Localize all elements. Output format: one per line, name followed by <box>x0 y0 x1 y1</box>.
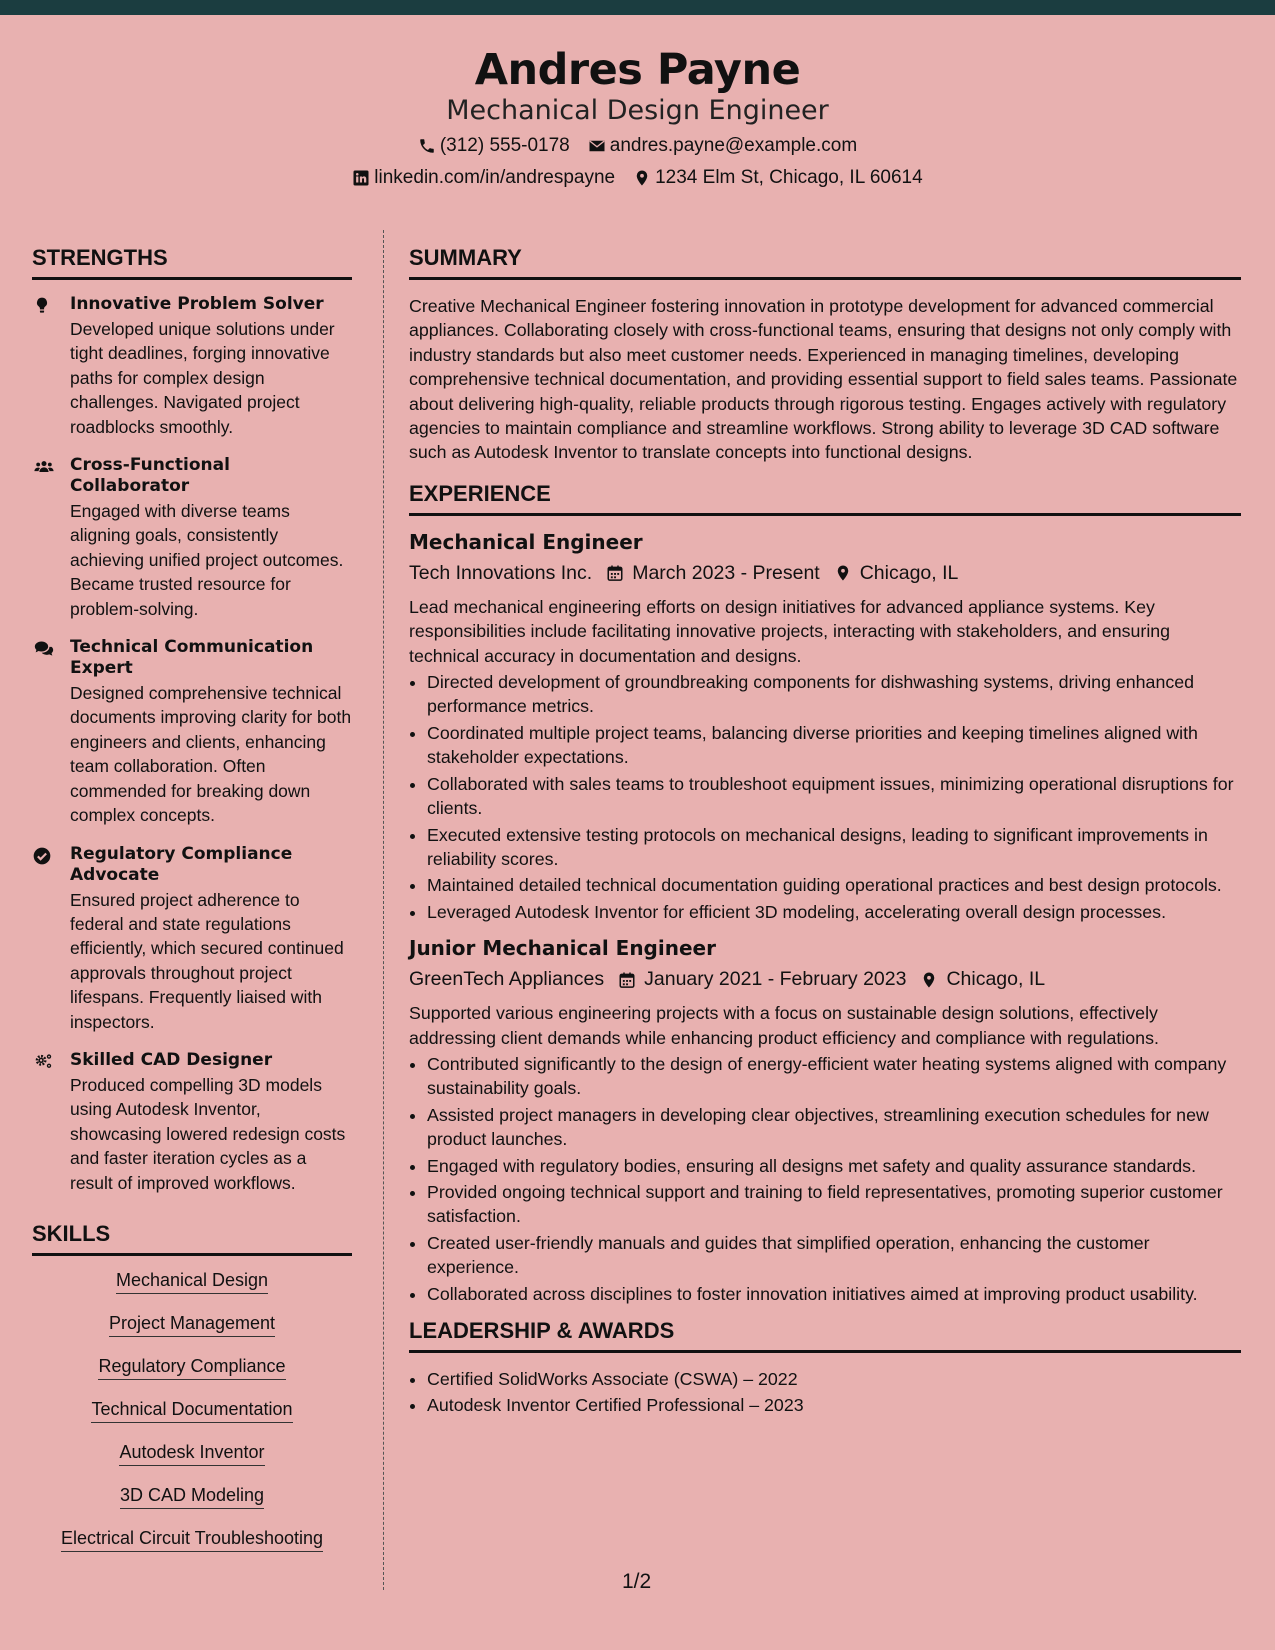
job-location: Chicago, IL <box>859 561 959 584</box>
strength-item <box>32 294 352 439</box>
top-accent-bar <box>0 0 1275 15</box>
strength-title: Skilled CAD Designer <box>70 1049 273 1070</box>
award-item: • Autodesk Inventor Certified Professional – 2023 <box>427 1393 1241 1417</box>
skill-tag: 3D CAD Modeling <box>120 1485 264 1509</box>
page-number: 1/2 <box>622 1570 652 1593</box>
strength-title: Innovative Problem Solver <box>70 294 324 314</box>
job-bullet: • Maintained detailed technical documentation guiding operational practices and best design protocols. <box>427 873 1241 897</box>
skills-list <box>32 1270 352 1571</box>
experience-heading: EXPERIENCE <box>409 481 1241 516</box>
strength-item <box>32 1050 352 1195</box>
summary-text: Creative Mechanical Engineer fostering innovation in prototype development for advanced commercial appliances. Collaborating closely with cross-functional teams, ensuring that designs not only comply with industry standards but also meet customer needs. Experienced in managing timelines, developing comprehensive technical documentation, and providing essential support to field sales teams. Passionate about delivering high-quality, reliable products through rigorous testing. Engages actively with regulatory agencies to maintain compliance and streamline workflows. Strong ability to leverage 3D CAD software such as Autodesk Inventor to translate concepts into functional designs. <box>409 296 1238 463</box>
skill-tag: Electrical Circuit Troubleshooting <box>61 1528 323 1552</box>
comments-icon <box>32 639 56 659</box>
skills-heading: SKILLS <box>32 1221 352 1256</box>
job-bullet: • Coordinated multiple project teams, balancing diverse priorities and keeping timelines aligned with stakeholder expectations. <box>427 721 1241 770</box>
job-company: GreenTech Appliances <box>409 968 605 991</box>
location-pin-icon <box>633 169 651 187</box>
job-title: Junior Mechanical Engineer <box>409 936 716 961</box>
address-text: 1234 Elm St, Chicago, IL 60614 <box>655 167 923 188</box>
job-dates: January 2021 - February 2023 <box>644 968 907 991</box>
strength-item <box>32 455 352 621</box>
calendar-icon <box>606 564 624 582</box>
left-column <box>32 245 352 1571</box>
skill-tag: Regulatory Compliance <box>98 1356 285 1380</box>
strength-desc: Developed unique solutions under tight deadlines, forging innovative paths for complex design challenges. Navigated project roadblocks smoothly. <box>70 319 335 437</box>
skill-tag: Mechanical Design <box>116 1270 268 1294</box>
job-bullet: • Collaborated across disciplines to foster innovation initiatives aimed at improving product usability. <box>427 1282 1241 1306</box>
strength-desc: Engaged with diverse teams aligning goals, consistently achieving unified project outcomes. Became trusted resource for problem-solving. <box>70 501 344 619</box>
awards-list <box>409 1367 1241 1418</box>
job-bullet: • Created user-friendly manuals and guides that simplified operation, enhancing the customer experience. <box>427 1231 1241 1280</box>
location-pin-icon <box>834 564 852 582</box>
strength-desc: Designed comprehensive technical documents improving clarity for both engineers and clients, enhancing team collaboration. Often commended for breaking down complex concepts. <box>70 683 352 826</box>
job-bullet: • Assisted project managers in developing clear objectives, streamlining execution schedules for new product launches. <box>427 1103 1241 1152</box>
job-title: Mechanical Engineer <box>409 529 643 554</box>
column-divider <box>383 230 384 1590</box>
linkedin-contact[interactable] <box>352 167 615 189</box>
skill-tag: Autodesk Inventor <box>119 1442 264 1466</box>
job-bullet: • Executed extensive testing protocols on mechanical designs, leading to significant improvements in reliability scores. <box>427 823 1241 872</box>
lightbulb-icon <box>32 296 52 316</box>
strength-title: Technical Communication Expert <box>70 637 314 679</box>
calendar-icon <box>618 971 636 989</box>
phone-icon <box>418 137 436 155</box>
job-bullet: • Directed development of groundbreaking components for dishwashing systems, driving enhanced performance metrics. <box>427 670 1241 719</box>
award-item: • Certified SolidWorks Associate (CSWA) – 2022 <box>427 1367 1241 1391</box>
job-bullets <box>409 1052 1241 1306</box>
job-description: Supported various engineering projects with a focus on sustainable design solutions, effectively addressing client demands while enhancing product efficiency and compliance with regulations. <box>409 1003 1159 1048</box>
contact-row-2 <box>0 167 1275 189</box>
job-meta <box>409 562 1241 585</box>
summary-heading: SUMMARY <box>409 245 1241 280</box>
job-company: Tech Innovations Inc. <box>409 561 593 584</box>
strength-desc: Ensured project adherence to federal and state regulations efficiently, which secured continued approvals throughout project lifespans. Frequently liaised with inspectors. <box>70 889 344 1032</box>
email-text[interactable]: andres.payne@example.com <box>609 135 858 156</box>
strength-item <box>32 637 352 827</box>
skill-tag: Project Management <box>109 1313 275 1337</box>
job-dates: March 2023 - Present <box>632 561 820 584</box>
check-circle-icon <box>32 846 52 866</box>
users-icon <box>32 457 56 477</box>
envelope-icon <box>588 137 606 155</box>
job-bullet: • Engaged with regulatory bodies, ensuring all designs met safety and quality assurance standards. <box>427 1154 1241 1178</box>
location-pin-icon <box>920 971 938 989</box>
phone-contact <box>418 135 570 157</box>
job-entry <box>409 530 1241 924</box>
job-bullet: • Contributed significantly to the design of energy-efficient water heating systems aligned with company sustainability goals. <box>427 1052 1241 1101</box>
job-bullet: • Collaborated with sales teams to troubleshoot equipment issues, minimizing operational disruptions for clients. <box>427 772 1241 821</box>
job-meta <box>409 968 1241 991</box>
linkedin-text[interactable]: linkedin.com/in/andrespayne <box>374 167 616 188</box>
candidate-name: Andres Payne <box>474 45 801 95</box>
job-entry <box>409 936 1241 1306</box>
awards-heading: LEADERSHIP & AWARDS <box>409 1318 1241 1353</box>
strength-item <box>32 844 352 1034</box>
linkedin-icon <box>352 169 370 187</box>
candidate-title: Mechanical Design Engineer <box>446 95 829 126</box>
email-contact[interactable] <box>588 135 857 157</box>
contact-row-1 <box>0 135 1275 157</box>
resume-header <box>0 15 1275 205</box>
job-bullets <box>409 670 1241 924</box>
right-column <box>409 245 1241 1420</box>
strength-title: Regulatory Compliance Advocate <box>70 843 293 885</box>
job-bullet: • Leveraged Autodesk Inventor for efficient 3D modeling, accelerating overall design processes. <box>427 900 1241 924</box>
skill-tag: Technical Documentation <box>91 1399 292 1423</box>
job-location: Chicago, IL <box>946 968 1046 991</box>
gears-icon <box>32 1052 56 1072</box>
strength-desc: Produced compelling 3D models using Autodesk Inventor, showcasing lowered redesign costs and faster iteration cycles as a result of improved workflows. <box>70 1074 346 1193</box>
phone-text: (312) 555-0178 <box>439 135 570 156</box>
address-contact <box>633 167 923 189</box>
strengths-heading: STRENGTHS <box>32 245 352 280</box>
job-bullet: • Provided ongoing technical support and training to field representatives, promoting superior customer satisfaction. <box>427 1180 1241 1229</box>
strength-title: Cross-Functional Collaborator <box>70 455 230 497</box>
job-description: Lead mechanical engineering efforts on design initiatives for advanced appliance systems. Key responsibilities include facilitating innovative projects, interacting with stakeholders, and ensuring technical accuracy in documentation and designs. <box>409 596 1171 666</box>
